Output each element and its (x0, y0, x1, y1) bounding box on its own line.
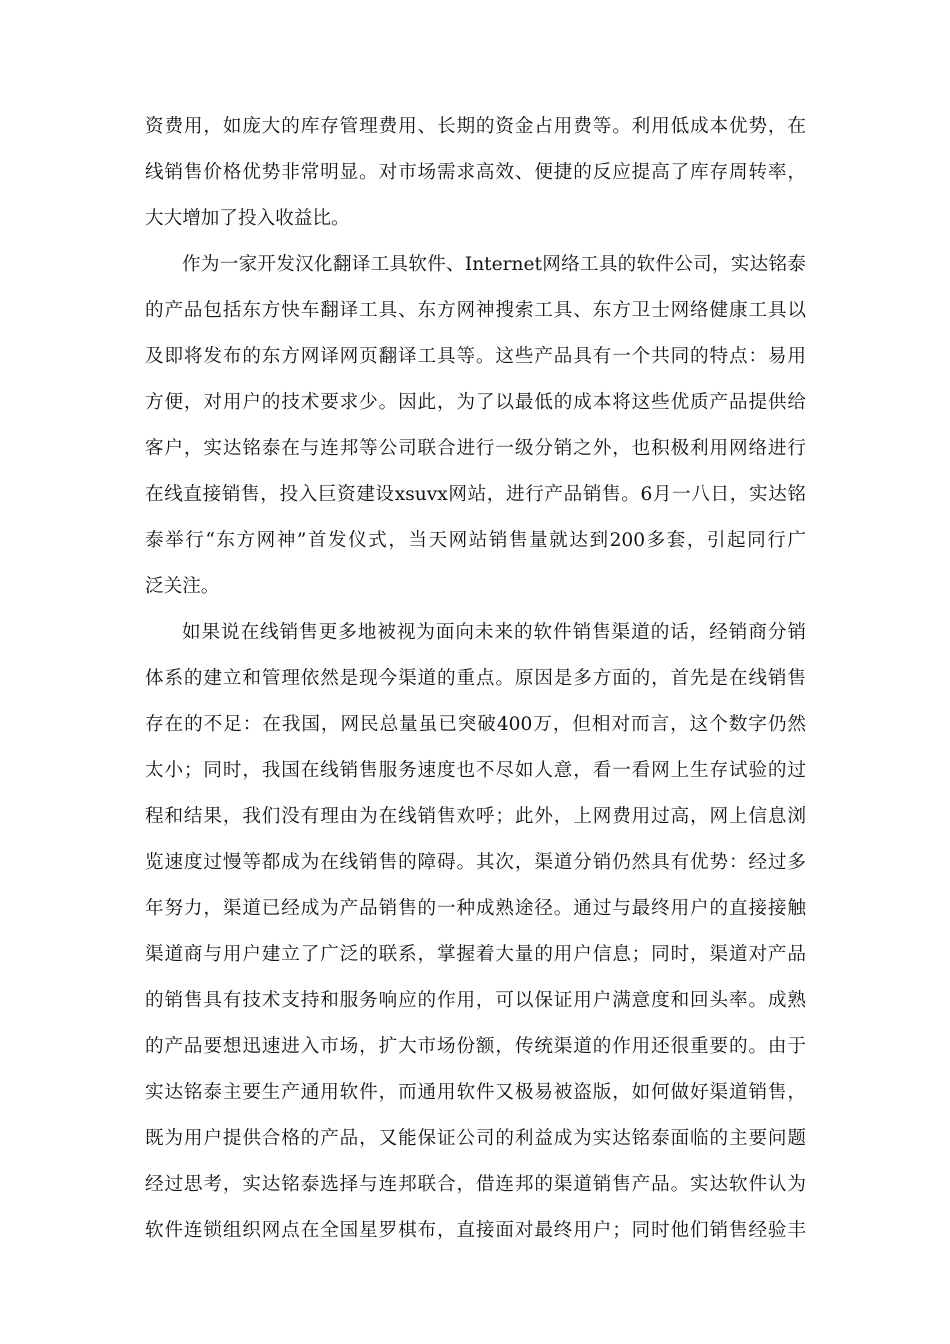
text-line: 资费用，如庞大的库存管理费用、长期的资金占用费等。利用低成本优势，在 (145, 116, 806, 137)
text-line: 的销售具有技术支持和服务响应的作用，可以保证用户满意度和回头率。成熟 (145, 990, 806, 1011)
text-line: 方便，对用户的技术要求少。因此，为了以最低的成本将这些优质产品提供给 (145, 392, 806, 413)
text-line: 既为用户提供合格的产品，又能保证公司的利益成为实达铭泰面临的主要问题 (145, 1128, 806, 1149)
text-line: 的产品要想迅速进入市场，扩大市场份额，传统渠道的作用还很重要的。由于 (145, 1036, 806, 1057)
text-line: 经过思考，实达铭泰选择与连邦联合，借连邦的渠道销售产品。实达软件认为 (145, 1174, 806, 1195)
text-line: 及即将发布的东方网译网页翻译工具等。这些产品具有一个共同的特点：易用 (145, 346, 806, 367)
text-line: 年努力，渠道已经成为产品销售的一种成熟途径。通过与最终用户的直接接触 (145, 898, 806, 919)
text-line: 泛关注。 (145, 576, 220, 597)
body-text (145, 104, 806, 1254)
text-line: 览速度过慢等都成为在线销售的障碍。其次，渠道分销仍然具有优势：经过多 (145, 852, 806, 873)
text-line: 的产品包括东方快车翻译工具、东方网神搜索工具、东方卫士网络健康工具以 (145, 300, 806, 321)
text-line: 线销售价格优势非常明显。对市场需求高效、便捷的反应提高了库存周转率， (145, 162, 806, 183)
text-line: 程和结果，我们没有理由为在线销售欢呼；此外，上网费用过高，网上信息浏 (145, 806, 806, 827)
text-line: 客户，实达铭泰在与连邦等公司联合进行一级分销之外，也积极利用网络进行 (145, 438, 806, 459)
text-line: 存在的不足：在我国，网民总量虽已突破400万，但相对而言，这个数字仍然 (145, 714, 806, 735)
text-line: 在线直接销售，投入巨资建设xsuvx网站，进行产品销售。6月一八日，实达铭 (145, 484, 806, 505)
text-line: 作为一家开发汉化翻译工具软件、Internet网络工具的软件公司，实达铭泰 (182, 254, 806, 275)
text-line: 如果说在线销售更多地被视为面向未来的软件销售渠道的话，经销商分销 (182, 622, 806, 643)
text-line: 太小；同时，我国在线销售服务速度也不尽如人意，看一看网上生存试验的过 (145, 760, 806, 781)
text-line: 渠道商与用户建立了广泛的联系，掌握着大量的用户信息；同时，渠道对产品 (145, 944, 806, 965)
text-line: 大大增加了投入收益比。 (145, 208, 350, 229)
text-line: 实达铭泰主要生产通用软件，而通用软件又极易被盗版，如何做好渠道销售， (145, 1082, 806, 1103)
text-line: 软件连锁组织网点在全国星罗棋布，直接面对最终用户；同时他们销售经验丰 (145, 1220, 806, 1241)
text-line: 泰举行“东方网神”首发仪式，当天网站销售量就达到200多套，引起同行广 (145, 530, 806, 551)
text-line: 体系的建立和管理依然是现今渠道的重点。原因是多方面的，首先是在线销售 (145, 668, 806, 689)
